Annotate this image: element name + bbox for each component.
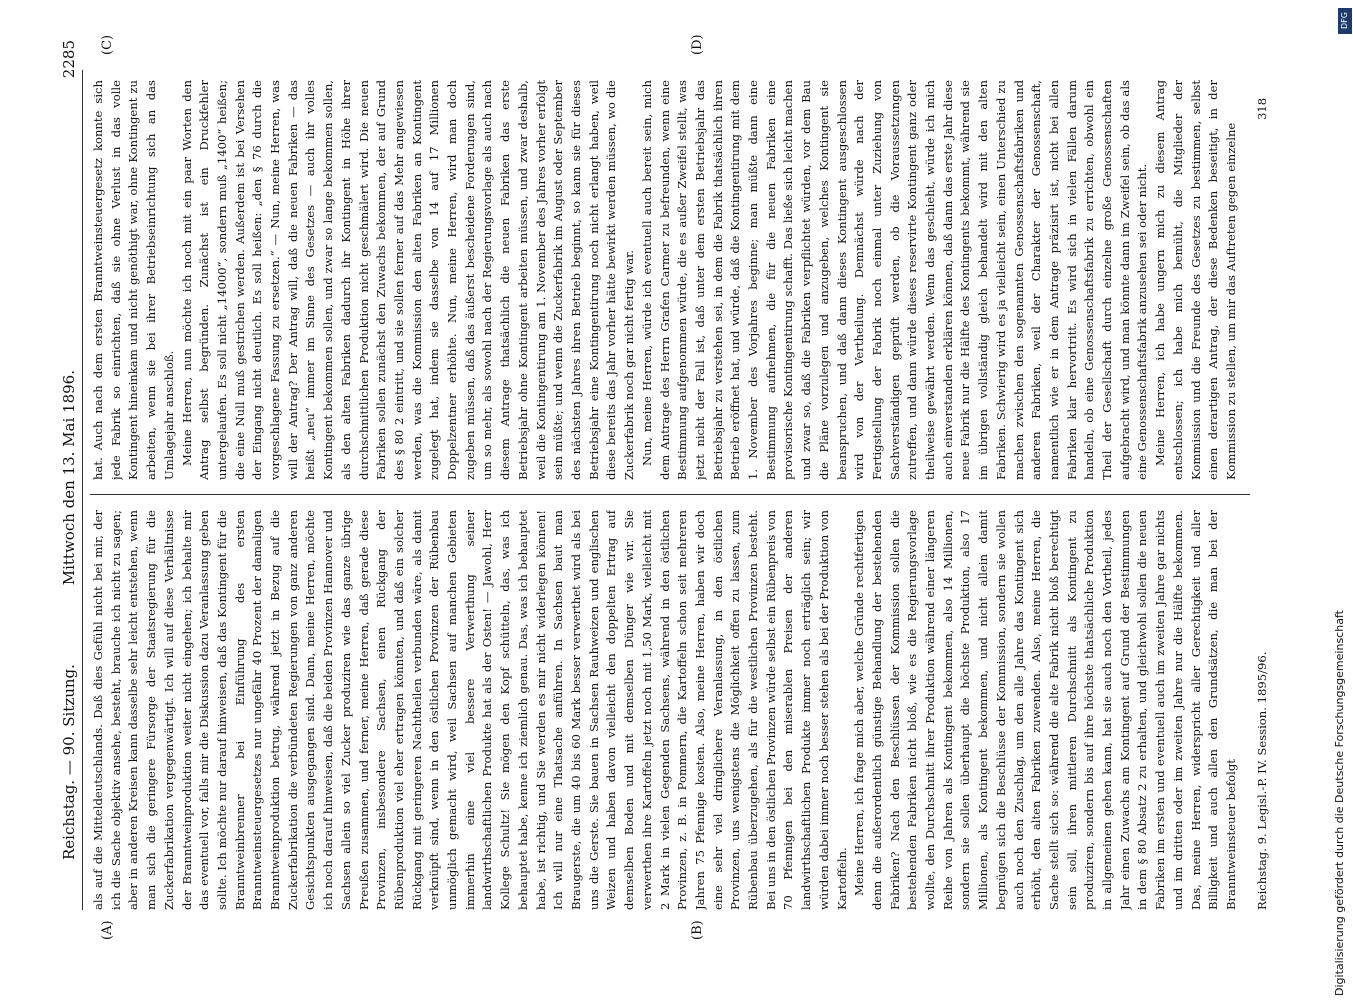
margin-mark-c: (C)	[100, 34, 115, 55]
right-column	[90, 80, 1290, 480]
right-paragraph: Meine Herren, nun möchte ich noch mit ein paar Worten den Antrag selbst begründen. Zunächst ist ein Druckfehler untergelaufen. Es soll nicht „14000“, sondern muß „1400“ heißen; die eine Null muß gestrichen werden. Außerdem ist bei Versehen der Eingang nicht deutlich. Es soll heißen: „den § 76 durch die vorgeschlagene Fassung zu ersetzen.“ — Nun, meine Herren, was will der Antrag? Der Antrag will, daß die neuen Fabriken — das heißt „neu“ immer im Sinne des Gesetzes — auch ihr volles Kontingent bekommen sollen, und zwar so lange bekommen sollen, als den alten Fabriken dadurch ihr Kontingent in Höhe ihrer durchschnittlichen Produktion nicht geschmälert wird. Die neuen Fabriken sollen zunächst den Zuwachs bekommen, der auf Grund des § 80 2 eintritt, und sie sollen ferner auf das Mehr angewiesen werden, was die Kommission den alten Fabriken an Kontingent zugelegt hat, indem sie dasselbe von 14 auf 17 Millionen Doppelzentner erhöhte. Nun, meine Herren, wird man doch zugeben müssen, daß das äußerst bescheidene Forderungen sind, um so mehr, als sowohl nach der Regierungsvorlage als auch nach diesem Antrage thatsächlich die neuen Fabriken das erste Betriebsjahr ohne Kontingent arbeiten müssen, und zwar deshalb, weil die Kontingentirung am 1. November des Jahres vorher erfolgt sein müßte; und wenn die Zuckerfabrik im August oder September des nächsten Jahres ihren Betrieb beginnt, so kann sie für dieses Betriebsjahr eine Kontingentirung noch nicht erlangt haben, weil diese bereits das Jahr vorher hätte bewirkt werden müssen, wo die Zuckerfabrik noch gar nicht fertig war.	[179, 80, 637, 480]
left-column	[90, 510, 1290, 910]
left-paragraph: als auf die Mitteldeutschlands. Daß dies Gefühl nicht bei mir, der ich die Sache objektiv ansehe, besteht, brauche ich nicht zu sagen; aber in anderen Kreisen kann dasselbe sehr leicht entstehen, wenn man sich die geringere Fürsorge der Staatsregierung für die Zuckerfabrikation vergegenwärtigt. Ich will auf diese Verhältnisse der Branntweinproduktion weiter nicht eingehen; ich behalte mir das eventuell vor, falls mir die Diskussion dazu Veranlassung geben sollte. Ich möchte nur darauf hinweisen, daß das Kontingent für die Branntweinbrenner bei Einführung des ersten Branntweinsteuergesetzes nur ungefähr 40 Prozent der damaligen Branntweinproduktion betrug, während jetzt in Bezug auf die Zuckerfabrikation die verbündeten Regierungen von ganz anderen Gesichtspunkten ausgegangen sind. Dann, meine Herren, möchte ich noch darauf hinweisen, daß die beiden Provinzen Hannover und Sachsen allein so viel Zucker produziren wie das ganze übrige Preußen zusammen, und ferner, meine Herren, daß gerade diese Provinzen, insbesondere Sachsen, einen Rückgang der Rübenproduktion viel eher ertragen könnten, und daß ein solcher Rückgang mit geringeren Nachtheilen verbunden wäre, als damit verknüpft sind, wenn in den östlichen Provinzen der Rübenbau unmöglich gemacht wird, weil Sachsen auf manchen Gebieten immerhin eine viel bessere Verwerthung seiner landwirthschaftlichen Produkte hat als der Osten! — Jawohl, Herr Kollege Schultz! Sie mögen den Kopf schütteln, das, was ich behauptet habe, kenne ich ziemlich genau. Das, was ich behauptet habe, ist richtig, und Sie werden es mir nicht widerlegen können! Ich will nur eine Thatsache anführen. In Sachsen baut man Braugerste, die um 40 bis 60 Mark besser verwerthet wird als bei uns die Gerste. Sie bauen in Sachsen Rauhweizen und englischen Weizen und haben davon vielleicht den doppelten Ertrag auf demselben Boden und mit demselben Dünger wie wir. Sie verwerthen ihre Kartoffeln jetzt noch mit 1,50 Mark, vielleicht mit 2 Mark in vielen Gegenden Sachsens, während in den östlichen Provinzen, z. B. in Pommern, die Kartoffeln schon seit mehreren Jahren 75 Pfennige kosten. Also, meine Herren, haben wir doch eine sehr viel dringlichere Veranlassung, in den östlichen Provinzen, uns wenigstens die Möglichkeit offen zu lassen, zum Rübenbau überzugehen, als für die westlichen Provinzen besteht. Bei uns in den östlichen Provinzen würde selbst ein Rübenpreis von 70 Pfennigen bei den miserablen Preisen der anderen landwirthschaftlichen Produkte immer noch erträglich sein; wir würden dabei immer noch besser stehen als bei der Produktion von Kartoffeln.	[91, 510, 849, 910]
header-rule	[82, 70, 83, 910]
side-note-text: Digitalisierung gefördert durch die Deutsche Forschungsgemeinschaft	[1333, 610, 1346, 996]
right-paragraph: hat. Auch nach dem ersten Branntweinsteuergesetz konnte sich jede Fabrik so einrichten, daß sie ohne Verlust in das volle Kontingent hineinkam und nicht genöthigt war, ohne Kontingent zu arbeiten, wenn sie bei ihrer Betriebseinrichtung sich an das Umlagejahr anschloß.	[91, 80, 176, 480]
margin-mark-a: (A)	[100, 920, 115, 940]
margin-mark-d: (D)	[690, 34, 705, 55]
left-paragraph: Meine Herren, ich frage mich aber, welche Gründe rechtfertigen denn die außerordentlich günstige Behandlung der bestehenden Fabriken? Nach den Beschlüssen der Kommission sollen die bestehenden Fabriken nicht bloß, wie es die Regierungsvorlage wollte, den Durchschnitt ihrer Produktion während einer längeren Reihe von Jahren als Kontingent bekommen, also 14 Millionen, sondern sie sollen überhaupt die höchste Produktion, also 17 Millionen, als Kontingent bekommen, und nicht allein damit begnügen sich die Beschlüsse der Kommission, sondern sie wollen auch noch den Zuschlag, um den alle Jahre das Kontingent sich erhöht, den alten Fabriken zuwenden. Also, meine Herren, die Sache stellt sich so: während die alte Fabrik nicht bloß berechtigt sein soll, ihren mittleren Durchschnitt als Kontingent zu produziren, sondern bis auf ihre höchste thatsächliche Produktion in allgemeinen gehen kann, hat sie auch noch den Vortheil, jedes Jahr einen Zuwachs am Kontingent auf Grund der Bestimmungen in dem § 80 Absatz 2 zu erhalten, und gleichwohl sollen die neuen Fabriken im ersten und eventuell auch im zweiten Jahre gar nichts und im dritten oder im zweiten Jahre nur die Hälfte bekommen. Das, meine Herren, widerspricht aller Gerechtigkeit und aller Billigkeit und auch allen den Grundsätzen, die man bei der Branntweinsteuer befolgt	[852, 510, 1238, 910]
margin-mark-b: (B)	[690, 920, 705, 940]
right-paragraph: Nun, meine Herren, würde ich eventuell auch bereit sein, mich dem Antrage des Herrn Grafen Carmer zu befreunden, wenn eine Bestimmung aufgenommen würde, die es außer Zweifel stellt, was jetzt nicht der Fall ist, daß unter dem ersten Betriebsjahr das Betriebsjahr zu verstehen sei, in dem die Fabrik thatsächlich ihren Betrieb eröffnet hat, und würde, daß die Kontingentirung mit dem 1. November des Vorjahres beginne; man müßte dann eine Bestimmung aufnehmen, die für die neuen Fabriken eine provisorische Kontingentirung schafft. Das ließe sich leicht machen und zwar so, daß die Fabriken verpflichtet würden, vor dem Bau die Pläne vorzulegen und anzugeben, welches Kontingent sie beanspruchen, und daß dann dieses Kontingent ausgeschlossen wird von der Vertheilung. Demnächst würde nach der Fertigstellung der Fabrik noch einmal unter Zuziehung von Sachverständigen geprüft werden, ob die Voraussetzungen zutreffen, und dann würde dieses reservirte Kontingent ganz oder theilweise gewährt werden. Wenn das geschieht, würde ich mich auch einverstanden erklären können, daß dann das erste Jahr diese neue Fabrik nur die Hälfte des Kontingents bekommt, während sie im übrigen vollständig gleich behandelt wird mit den alten Fabriken. Schwierig wird es ja vielleicht sein, einen Unterschied zu machen zwischen den sogenannten Genossenschaftsfabriken und anderen Fabriken, weil der Charakter der Genossenschaft, namentlich wie er in dem Antrage präzisirt ist, nicht bei allen Fabriken klar hervortritt. Es wird sich in vielen Fällen darum handeln, ob eine Genossenschaftsfabrik zu errichten, obwohl ein Theil der Gesellschaft durch einzelne große Genossenschaften aufgebracht wird, und man könnte dann im Zweifel sein, ob das als eine Genossenschaftsfabrik anzusehen sei oder nicht.	[639, 80, 1150, 480]
header-left: Reichstag. — 90. Sitzung.	[60, 664, 78, 860]
column-rule	[90, 494, 1250, 495]
footer-number: 318	[1255, 97, 1269, 120]
dfg-logo: DFG	[1338, 8, 1352, 34]
right-paragraph: Meine Herren, ich habe ungern mich zu diesem Antrag entschlossen; ich habe mich bemüht, die Mitglieder der Kommission und die Freunde des Gesetzes zu bestimmen, selbst einen derartigen Antrag, der diese Bedenken beseitigt, in der Kommission zu stellen, um mir das Auftreten gegen einzelne	[1153, 80, 1238, 480]
footer-left: Reichstag. 9. Legisl.-P. IV. Session. 1895/96.	[1255, 651, 1269, 910]
page-number: 2285	[60, 40, 78, 79]
header-right: Mittwoch den 13. Mai 1896.	[60, 370, 78, 586]
side-note	[1333, 6, 1353, 996]
